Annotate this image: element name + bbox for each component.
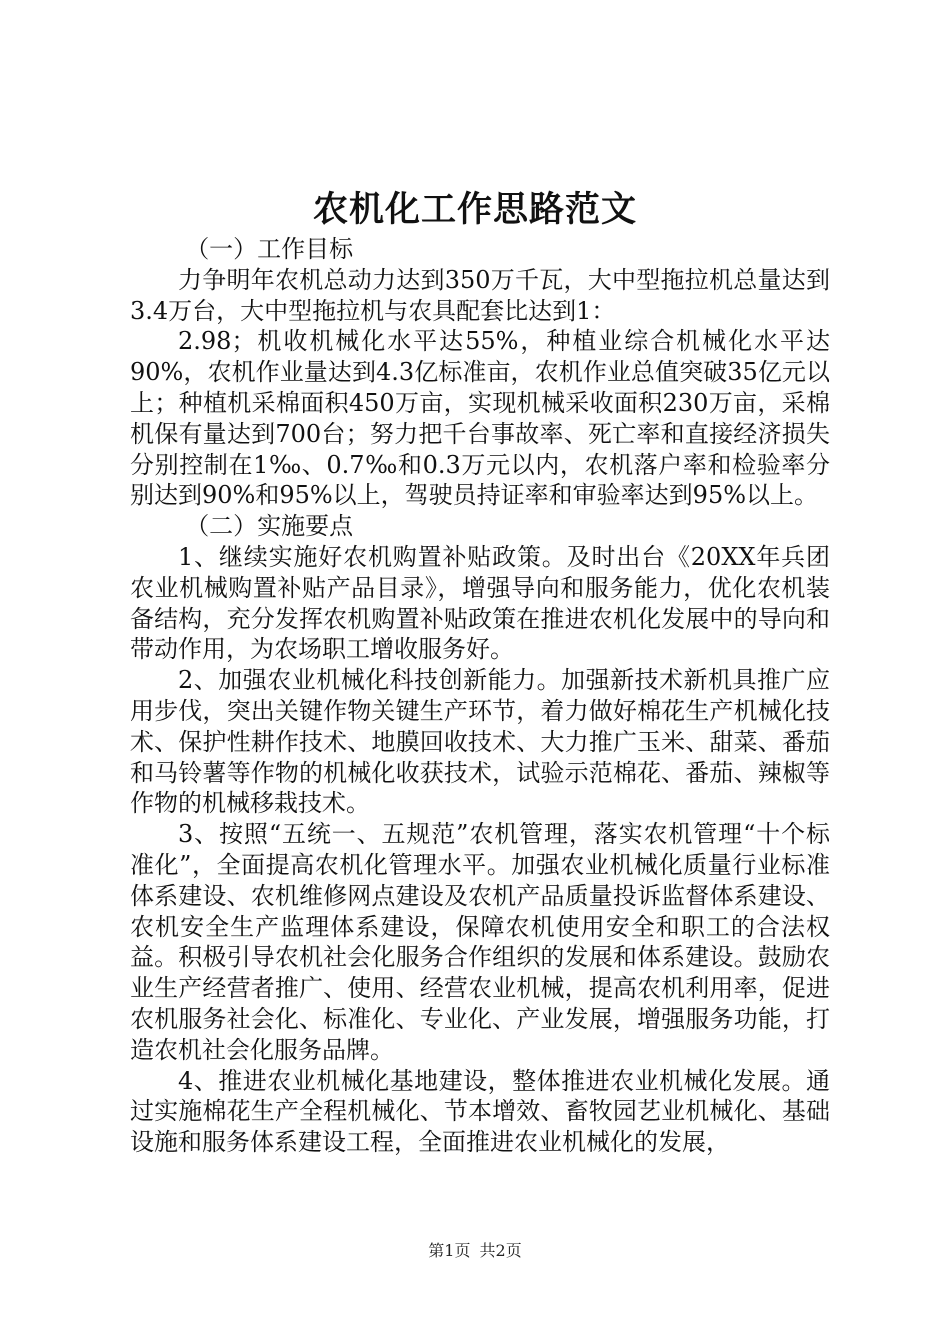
paragraph: 3、按照“五统一、五规范”农机管理，落实农机管理“十个标准化”，全面提高农机化管理水平。加强农业机械化质量行业标准体系建设、农机维修网点建设及农机产品质量投诉监督体系建设、农机安全生产监理体系建设，保障农机使用安全和职工的合法权益。积极引导农机社会化服务合作组织的发展和体系建设。鼓励农业生产经营者推广、使用、经营农业机械，提高农机利用率，促进农机服务社会化、标准化、专业化、产业发展，增强服务功能，打造农机社会化服务品牌。 <box>130 820 830 1064</box>
page-total: 共2页 <box>479 1241 522 1260</box>
paragraph: 2、加强农业机械化科技创新能力。加强新技术新机具推广应用步伐，突出关键作物关键生产环节，着力做好棉花生产机械化技术、保护性耕作技术、地膜回收技术、大力推广玉米、甜菜、番茄和马铃薯等作物的机械化收获技术，试验示范棉花、番茄、辣椒等作物的机械移栽技术。 <box>130 666 830 818</box>
page-number: 第1页 <box>428 1241 471 1260</box>
paragraph: 4、推进农业机械化基地建设，整体推进农业机械化发展。通过实施棉花生产全程机械化、节本增效、畜牧园艺业机械化、基础设施和服务体系建设工程，全面推进农业机械化的发展， <box>130 1066 830 1157</box>
section-heading-goals: （一）工作目标 <box>185 235 354 263</box>
document-body <box>130 234 830 1158</box>
paragraph: 力争明年农机总动力达到350万千瓦，大中型拖拉机总量达到3.4万台，大中型拖拉机与农具配套比达到1： <box>130 265 830 325</box>
paragraph: 2.98；机收机械化水平达55%，种植业综合机械化水平达90%，农机作业量达到4.3亿标准亩，农机作业总值突破35亿元以上；种植机采棉面积450万亩，实现机械采收面积230万亩，采棉机保有量达到700台；努力把千台事故率、死亡率和直接经济损失分别控制在1‰、0.7‰和0.3万元以内，农机落户率和检验率分别达到90%和95%以上，驾驶员持证率和审验率达到95%以上。 <box>130 327 830 510</box>
paragraph: 1、继续实施好农机购置补贴政策。及时出台《20XX年兵团农业机械购置补贴产品目录》，增强导向和服务能力，优化农机装备结构，充分发挥农机购置补贴政策在推进农机化发展中的导向和带动作用，为农场职工增收服务好。 <box>130 542 830 664</box>
document-title: 农机化工作思路范文 <box>312 189 637 230</box>
page-footer <box>0 1240 950 1262</box>
section-heading-key-points: （二）实施要点 <box>185 512 354 541</box>
